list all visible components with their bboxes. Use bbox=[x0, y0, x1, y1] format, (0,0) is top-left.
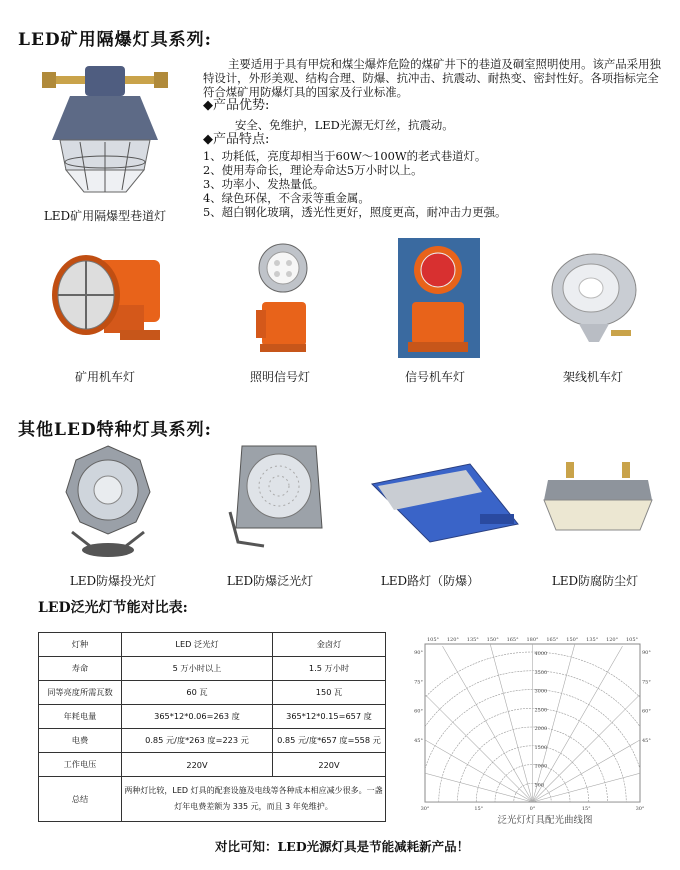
table-cell: 工作电压 bbox=[39, 753, 122, 777]
table-row bbox=[39, 681, 386, 705]
table-cell: 0.85 元/度*657 度=558 元 bbox=[273, 729, 386, 753]
bottom-angle-label: 30° bbox=[635, 806, 645, 812]
top-angle-label: 180° bbox=[526, 637, 539, 643]
bottom-angle-label: 30° bbox=[420, 806, 430, 812]
radial-label: 3500 bbox=[534, 669, 548, 676]
radial-label: 1000 bbox=[534, 763, 548, 770]
table-cell: 5 万小时以上 bbox=[122, 657, 273, 681]
table-cell: 寿命 bbox=[39, 657, 122, 681]
bottom-angle-label: 15° bbox=[474, 806, 484, 812]
conclusion-text: 对比可知：LED光源灯具是节能减耗新产品！ bbox=[215, 839, 470, 854]
top-angle-label: 120° bbox=[606, 637, 619, 643]
table-cell: 灯种 bbox=[39, 633, 122, 657]
table-cell: 0.85 元/度*263 度=223 元 bbox=[122, 729, 273, 753]
table-row bbox=[39, 777, 386, 822]
special-product-caption: LED路灯（防爆） bbox=[380, 574, 480, 588]
table-cell: 60 瓦 bbox=[122, 681, 273, 705]
radial-label: 1500 bbox=[534, 744, 548, 751]
feature-item: 5、超白钢化玻璃，透光性更好，照度更高，耐冲击力更强。 bbox=[203, 205, 507, 219]
top-angle-label: 135° bbox=[466, 637, 479, 643]
table-cell: 电费 bbox=[39, 729, 122, 753]
light-distribution-chart bbox=[405, 632, 660, 814]
section-title-other: 其他LED特种灯具系列: bbox=[18, 420, 212, 440]
table-cell: 220V bbox=[122, 753, 273, 777]
special-product-caption: LED防爆投光灯 bbox=[69, 574, 157, 588]
section-title-mine: LED矿用隔爆灯具系列: bbox=[18, 30, 212, 50]
top-angle-label: 165° bbox=[546, 637, 559, 643]
bottom-angle-label: 0° bbox=[529, 806, 536, 812]
bottom-angle-label: 15° bbox=[581, 806, 591, 812]
table-row bbox=[39, 657, 386, 681]
table-cell: 两种灯比较，LED 灯具的配套设施及电线等各种成本相应减少很多。一盏灯年电费差额为 335 元，而且 3 年免维护。 bbox=[122, 777, 386, 822]
radial-label: 2500 bbox=[534, 707, 548, 714]
trolley-locomotive-lamp-image bbox=[549, 250, 639, 350]
table-cell: LED 泛光灯 bbox=[122, 633, 273, 657]
feature-item: 2、使用寿命长，理论寿命达5万小时以上。 bbox=[203, 163, 423, 177]
mine-product-caption: 信号机车灯 bbox=[404, 370, 465, 384]
explosion-proof-projector-image bbox=[62, 442, 154, 560]
right-angle-label: 60° bbox=[642, 708, 651, 715]
table-cell: 总结 bbox=[39, 777, 122, 822]
main-product-image bbox=[40, 62, 170, 202]
radial-label: 2000 bbox=[534, 726, 548, 732]
table-cell: 150 瓦 bbox=[273, 681, 386, 705]
top-angle-label: 105° bbox=[625, 637, 639, 643]
section-title-compare: LED泛光灯节能对比表: bbox=[38, 600, 188, 616]
table-cell: 年耗电量 bbox=[39, 705, 122, 729]
top-angle-label: 150° bbox=[486, 637, 499, 643]
feature-item: 1、功耗低，亮度却相当于60W～100W的老式巷道灯。 bbox=[203, 149, 487, 163]
special-product-caption: LED防腐防尘灯 bbox=[551, 574, 639, 588]
feature-item: 3、功率小、发热量低。 bbox=[203, 177, 325, 191]
mine-product-caption: 照明信号灯 bbox=[249, 370, 310, 384]
table-cell: 金卤灯 bbox=[273, 633, 386, 657]
radial-label: 3000 bbox=[534, 688, 548, 695]
right-angle-label: 75° bbox=[642, 679, 651, 686]
left-angle-label: 60° bbox=[414, 708, 423, 715]
feature-item: 4、绿色环保，不含汞等重金属。 bbox=[203, 191, 370, 205]
anticorrosion-dustproof-lamp-image bbox=[538, 458, 658, 540]
lighting-signal-lamp-image bbox=[252, 240, 314, 358]
top-angle-label: 105° bbox=[426, 637, 440, 643]
left-angle-label: 90° bbox=[414, 650, 423, 656]
street-lamp-image bbox=[370, 460, 520, 544]
table-cell: 同等亮度所需瓦数 bbox=[39, 681, 122, 705]
top-angle-label: 165° bbox=[506, 637, 519, 643]
polar-grid bbox=[405, 632, 660, 814]
intro-paragraph: 主要适用于具有甲烷和煤尘爆炸危险的煤矿井下的巷道及硐室照明使用。该产品采用独特设计，外形美观、结构合理、防爆、抗冲击、抗震动、耐热变、密封性好。各项指标完全符合煤矿用防爆灯具的国家及行业标准。 bbox=[203, 57, 661, 99]
top-angle-label: 120° bbox=[446, 637, 459, 643]
radial-label: 500 bbox=[534, 782, 545, 789]
special-product-caption: LED防爆泛光灯 bbox=[226, 574, 314, 588]
left-angle-label: 75° bbox=[414, 679, 423, 686]
top-angle-label: 135° bbox=[586, 637, 599, 643]
table-row bbox=[39, 633, 386, 657]
mine-locomotive-lamp-image bbox=[48, 245, 166, 355]
table-cell: 365*12*0.15=657 度 bbox=[273, 705, 386, 729]
mine-product-caption: 架线机车灯 bbox=[562, 370, 623, 384]
table-cell: 220V bbox=[273, 753, 386, 777]
signal-locomotive-lamp-image bbox=[398, 238, 480, 358]
polar-caption: 泛光灯灯具配光曲线图 bbox=[497, 815, 593, 826]
comparison-table bbox=[38, 632, 386, 822]
explosion-proof-floodlight-image bbox=[224, 442, 324, 554]
feature-heading: ◆产品特点: bbox=[203, 132, 270, 147]
radial-label: 4000 bbox=[534, 651, 548, 657]
top-angle-label: 150° bbox=[566, 637, 579, 643]
table-cell: 365*12*0.06=263 度 bbox=[122, 705, 273, 729]
table-cell: 1.5 万小时 bbox=[273, 657, 386, 681]
table-row bbox=[39, 705, 386, 729]
main-product-caption: LED矿用隔爆型巷道灯 bbox=[43, 209, 167, 223]
table-row bbox=[39, 729, 386, 753]
left-angle-label: 45° bbox=[414, 738, 423, 744]
mine-product-caption: 矿用机车灯 bbox=[74, 370, 135, 384]
advantage-text: 安全、免维护，LED光源无灯丝，抗震动。 bbox=[235, 118, 454, 132]
right-angle-label: 90° bbox=[642, 650, 651, 656]
table-row bbox=[39, 753, 386, 777]
feature-list bbox=[203, 149, 663, 219]
right-angle-label: 45° bbox=[642, 738, 651, 744]
advantage-heading: ◆产品优势: bbox=[203, 98, 270, 113]
